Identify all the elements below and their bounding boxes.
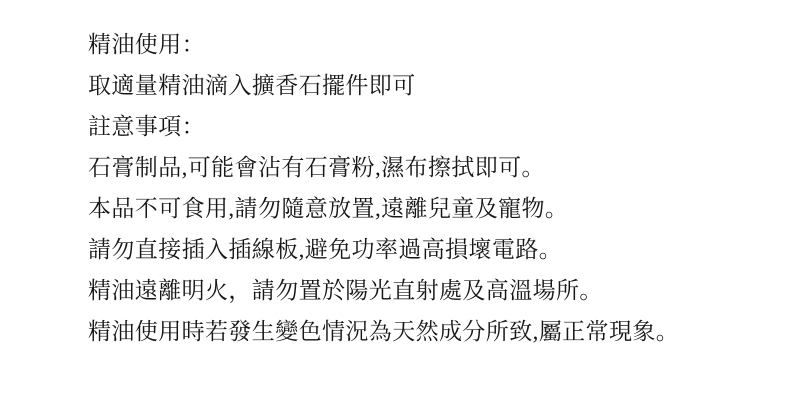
text-line-notice-heading: 註意事項：	[88, 114, 205, 139]
text-line-usage-heading: 精油使用：	[88, 32, 205, 57]
text-line-notice-3: 請勿直接插入插線板,避免功率過高損壞電路。	[88, 237, 563, 262]
text-line-usage-detail: 取適量精油滴入擴香石擺件即可	[88, 73, 416, 98]
instruction-text-block	[88, 24, 748, 352]
text-line-notice-1: 石膏制品,可能會沾有石膏粉,濕布擦拭即可。	[88, 155, 545, 180]
text-line-notice-4: 精油遠離明火，請勿置於陽光直射處及高溫場所。	[88, 278, 603, 303]
text-line-notice-5: 精油使用時若發生變色情況為天然成分所致,屬正常現象。	[88, 319, 680, 344]
text-line-notice-2: 本品不可食用,請勿隨意放置,遠離兒童及寵物。	[88, 196, 569, 221]
